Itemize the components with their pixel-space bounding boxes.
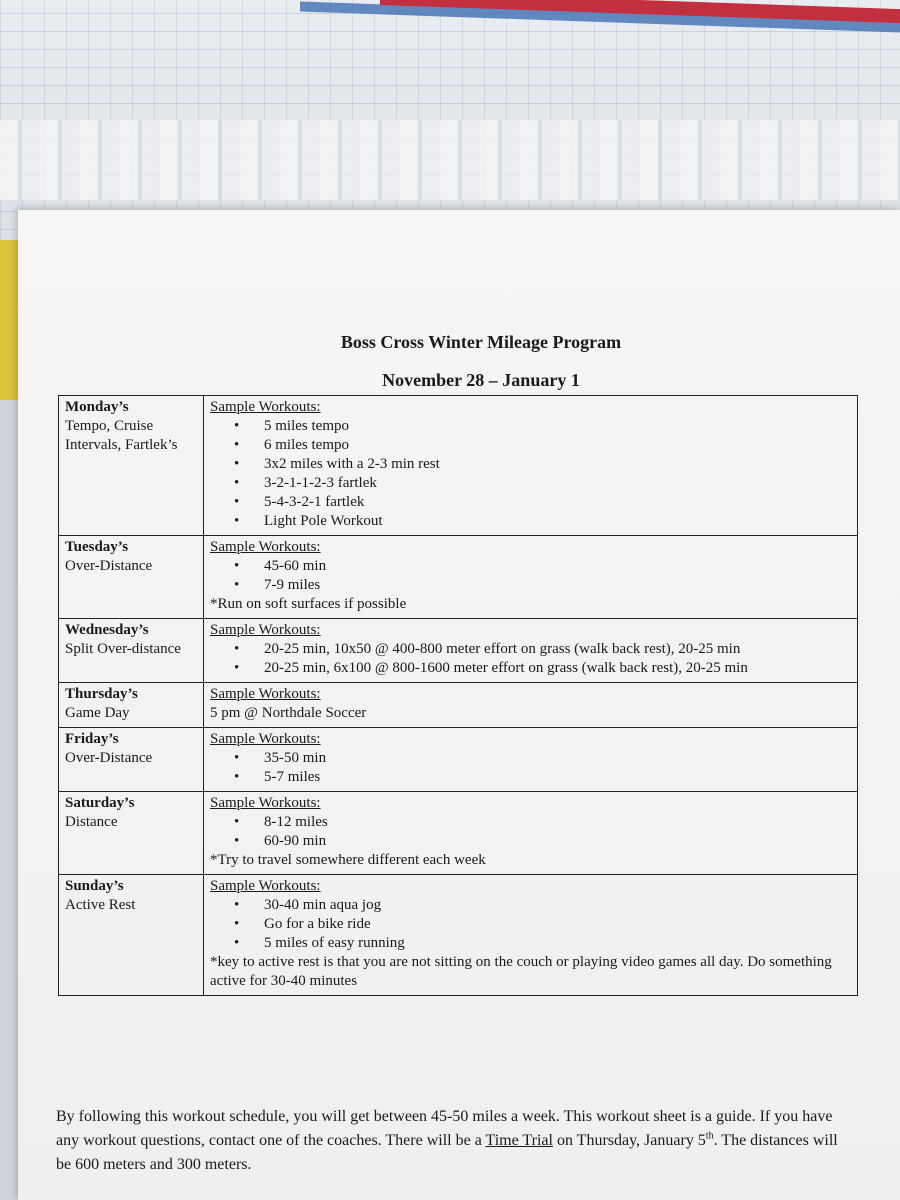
workout-note: *Run on soft surfaces if possible bbox=[210, 596, 407, 612]
day-name: Friday’s bbox=[65, 731, 119, 747]
workout-item: • 30-40 min aqua jog bbox=[264, 896, 851, 915]
workouts-cell bbox=[204, 875, 858, 996]
day-name: Saturday’s bbox=[65, 795, 135, 811]
day-type: Active Rest bbox=[65, 897, 136, 913]
workout-item: • 8-12 miles bbox=[264, 813, 851, 832]
program-row bbox=[59, 792, 858, 875]
workouts-cell bbox=[204, 536, 858, 619]
day-name: Sunday’s bbox=[65, 878, 124, 894]
day-name: Monday’s bbox=[65, 399, 129, 415]
workout-list bbox=[210, 557, 851, 595]
footer-text-3: . The distances will be 600 meters and 300 meters. bbox=[56, 1132, 838, 1173]
sample-workouts-label: Sample Workouts: bbox=[210, 622, 321, 638]
day-cell bbox=[59, 536, 204, 619]
workout-item: • 60-90 min bbox=[264, 832, 851, 851]
workout-item: • 5-7 miles bbox=[264, 768, 851, 787]
footer-paragraph bbox=[56, 1105, 856, 1177]
workout-item: • 7-9 miles bbox=[264, 576, 851, 595]
sample-workouts-label: Sample Workouts: bbox=[210, 731, 321, 747]
program-row bbox=[59, 396, 858, 536]
day-name: Thursday’s bbox=[65, 686, 138, 702]
document-sheet bbox=[18, 210, 900, 1200]
program-table bbox=[58, 395, 858, 996]
workouts-cell bbox=[204, 619, 858, 683]
workout-note: 5 pm @ Northdale Soccer bbox=[210, 705, 367, 721]
sample-workouts-label: Sample Workouts: bbox=[210, 686, 321, 702]
day-type: Game Day bbox=[65, 705, 130, 721]
day-type: Over-Distance bbox=[65, 750, 153, 766]
day-type: Distance bbox=[65, 814, 118, 830]
workout-note: *Try to travel somewhere different each week bbox=[210, 852, 486, 868]
footer-text-1: By following this workout schedule, you will get between 45-50 miles a week. This workout sheet is a guide. If you have any workout questions, contact one of the coaches. There will be a bbox=[56, 1108, 833, 1149]
program-row bbox=[59, 683, 858, 728]
day-type: Split Over-distance bbox=[65, 641, 181, 657]
time-trial-link: Time Trial bbox=[485, 1132, 553, 1149]
footer-sup: th bbox=[705, 1130, 714, 1142]
day-type: Tempo, Cruise Intervals, Fartlek’s bbox=[65, 418, 178, 453]
workout-note: *key to active rest is that you are not sitting on the couch or playing video games all day. Do something active for 30-40 minutes bbox=[210, 954, 832, 989]
day-cell bbox=[59, 728, 204, 792]
sample-workouts-label: Sample Workouts: bbox=[210, 878, 321, 894]
workout-item: • 35-50 min bbox=[264, 749, 851, 768]
day-cell bbox=[59, 875, 204, 996]
workouts-cell bbox=[204, 683, 858, 728]
program-row bbox=[59, 875, 858, 996]
document-title: Boss Cross Winter Mileage Program bbox=[340, 332, 622, 352]
workouts-cell bbox=[204, 792, 858, 875]
program-row bbox=[59, 536, 858, 619]
workout-list bbox=[210, 896, 851, 953]
program-row bbox=[59, 619, 858, 683]
workout-item: • 5-4-3-2-1 fartlek bbox=[264, 493, 851, 512]
day-cell bbox=[59, 792, 204, 875]
sample-workouts-label: Sample Workouts: bbox=[210, 539, 321, 555]
program-row bbox=[59, 728, 858, 792]
day-name: Tuesday’s bbox=[65, 539, 129, 555]
workout-item: • 20-25 min, 10x50 @ 400-800 meter effort on grass (walk back rest), 20-25 min bbox=[264, 640, 851, 659]
workouts-cell bbox=[204, 396, 858, 536]
workout-item: • Light Pole Workout bbox=[264, 512, 851, 531]
workout-list bbox=[210, 749, 851, 787]
workout-item: • 5 miles tempo bbox=[264, 417, 851, 436]
day-name: Wednesday’s bbox=[65, 622, 149, 638]
workout-list bbox=[210, 813, 851, 851]
workout-item: • 6 miles tempo bbox=[264, 436, 851, 455]
workout-item: • 3-2-1-1-2-3 fartlek bbox=[264, 474, 851, 493]
document-dates: November 28 – January 1 bbox=[382, 370, 580, 390]
sample-workouts-label: Sample Workouts: bbox=[210, 795, 321, 811]
day-cell bbox=[59, 619, 204, 683]
workout-list bbox=[210, 640, 851, 678]
workout-item: • 20-25 min, 6x100 @ 800-1600 meter effort on grass (walk back rest), 20-25 min bbox=[264, 659, 851, 678]
workout-item: • 5 miles of easy running bbox=[264, 934, 851, 953]
day-cell bbox=[59, 396, 204, 536]
background-torn-edge bbox=[0, 120, 900, 200]
workouts-cell bbox=[204, 728, 858, 792]
workout-list bbox=[210, 417, 851, 531]
sample-workouts-label: Sample Workouts: bbox=[210, 399, 321, 415]
footer-text-2: on Thursday, January 5 bbox=[552, 1132, 706, 1149]
day-type: Over-Distance bbox=[65, 558, 153, 574]
workout-item: • Go for a bike ride bbox=[264, 915, 851, 934]
workout-item: • 3x2 miles with a 2-3 min rest bbox=[264, 455, 851, 474]
workout-item: • 45-60 min bbox=[264, 557, 851, 576]
day-cell bbox=[59, 683, 204, 728]
